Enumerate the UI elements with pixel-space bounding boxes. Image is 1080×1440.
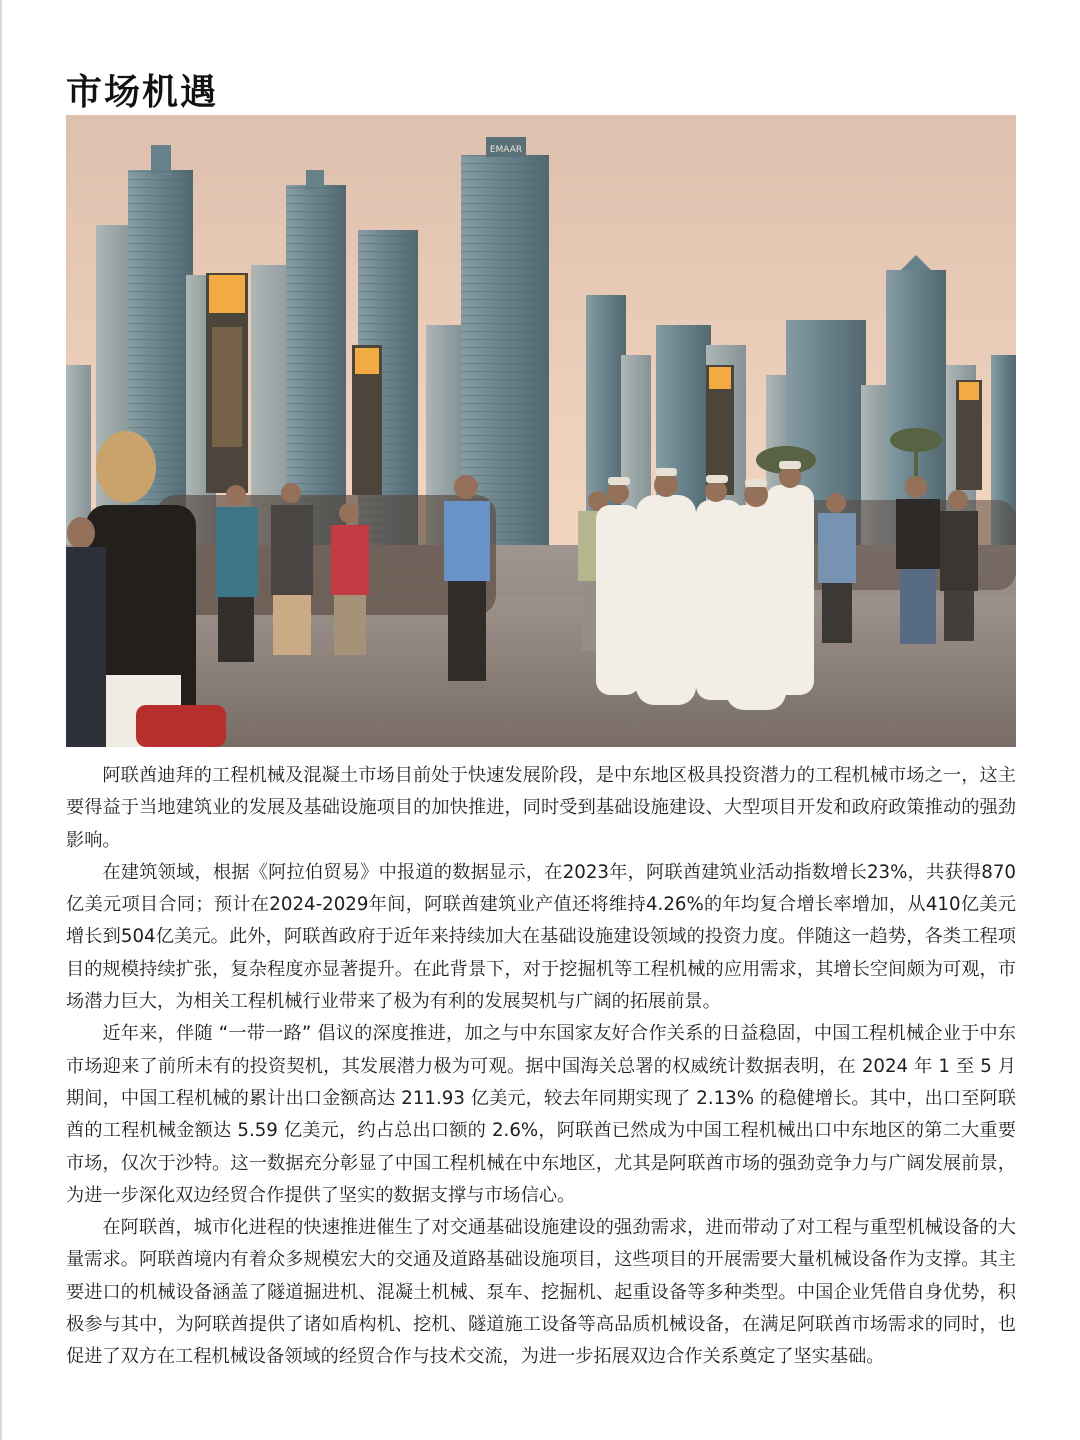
paragraph-3: 近年来，伴随 “一带一路” 倡议的深度推进，加之与中东国家友好合作关系的日益稳固，中国工程机械企业于中东市场迎来了前所未有的投资契机，其发展潜力极为可观。据中国海关总署的权威统计数据表明，在 2024 年 1 至 5 月期间，中国工程机械的累计出口金额高达 211.93 亿美元，较去年同期实现了 2.13% 的稳健增长。其中，出口至阿联酋的工程机械金额达 5.59 亿美元，约占总出口额的 2.6%，阿联酋已然成为中国工程机械出口中东地区的第二大重要市场，仅次于沙特。这一数据充分彰显了中国工程机械在中东地区，尤其是阿联酋市场的强劲竞争力与广阔发展前景，为进一步深化双边经贸合作提供了坚实的数据支撑与市场信心。 bbox=[66, 1023, 1016, 1206]
haze-overlay bbox=[66, 115, 1016, 747]
paragraph-2: 在建筑领域，根据《阿拉伯贸易》中报道的数据显示，在2023年，阿联酋建筑业活动指数增长23%，共获得870亿美元项目合同；预计在2024-2029年间，阿联酋建筑业产值还将维持4.26%的年均复合增长率增加，从410亿美元增长到504亿美元。此外，阿联酋政府于近年来持续加大在基础设施建设领域的投资力度。伴随这一趋势，各类工程项目的规模持续扩张，复杂程度亦显著提升。在此背景下，对于挖掘机等工程机械的应用需求，其增长空间颇为可观，市场潜力巨大，为相关工程机械行业带来了极为有利的发展契机与广阔的拓展前景。 bbox=[66, 861, 1016, 1013]
left-border-line bbox=[0, 0, 2, 1440]
page-title: 市场机遇 bbox=[66, 72, 219, 114]
building-sign: EMAAR bbox=[489, 145, 523, 155]
article-body bbox=[66, 760, 1016, 1374]
paragraph-4: 在阿联酋，城市化进程的快速推进催生了对交通基础设施建设的强劲需求，进而带动了对工程与重型机械设备的大量需求。阿联酋境内有着众多规模宏大的交通及道路基础设施项目，这些项目的开展需要大量机械设备作为支撑。其主要进口的机械设备涵盖了隧道掘进机、混凝土机械、泵车、挖掘机、起重设备等多种类型。中国企业凭借自身优势，积极参与其中，为阿联酋提供了诸如盾构机、挖机、隧道施工设备等高品质机械设备，在满足阿联酋市场需求的同时，也促进了双方在工程机械设备领域的经贸合作与技术交流，为进一步拓展双边合作关系奠定了坚实基础。 bbox=[66, 1217, 1016, 1368]
hero-illustration bbox=[66, 115, 1016, 747]
paragraph-1: 阿联酋迪拜的工程机械及混凝土市场目前处于快速发展阶段，是中东地区极具投资潜力的工程机械市场之一，这主要得益于当地建筑业的发展及基础设施项目的加快推进，同时受到基础设施建设、大型项目开发和政府政策推动的强劲影响。 bbox=[66, 765, 1016, 851]
hero-image-dubai-skyline-crowd bbox=[66, 115, 1016, 747]
